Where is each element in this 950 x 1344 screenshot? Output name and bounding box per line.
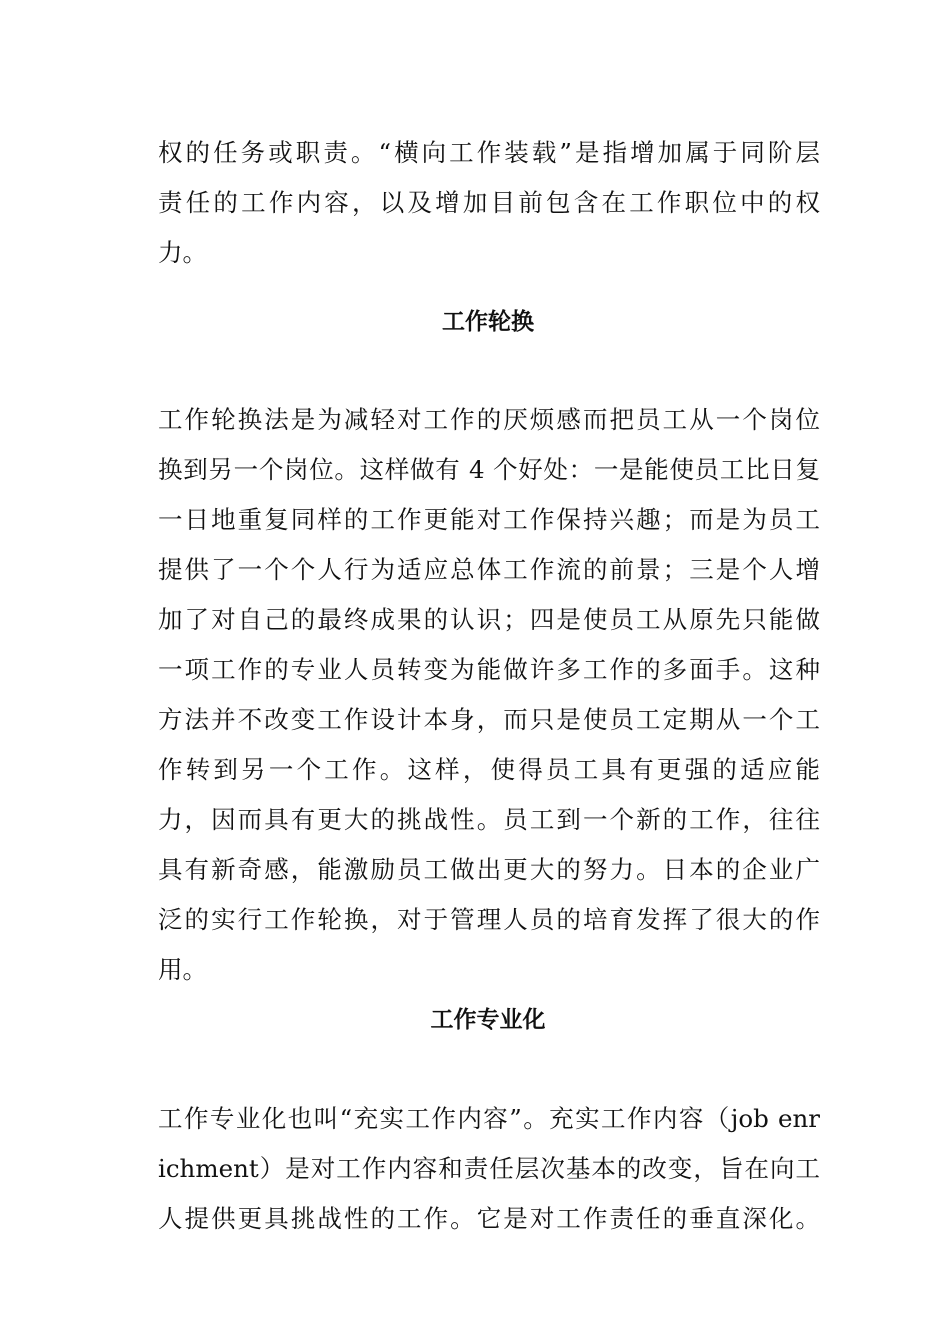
paragraph-line: 方法并不改变工作设计本身，而只是使员工定期从一个工 <box>158 705 820 734</box>
paragraph-line: 一日地重复同样的工作更能对工作保持兴趣；而是为员工 <box>158 505 820 534</box>
paragraph-line: 责任的工作内容，以及增加目前包含在工作职位中的权 <box>158 188 820 217</box>
paragraph-line: 作转到另一个工作。这样，使得员工具有更强的适应能 <box>158 755 820 784</box>
paragraph-line: 用。 <box>158 955 207 984</box>
paragraph-line: 一项工作的专业人员转变为能做许多工作的多面手。这种 <box>158 655 820 684</box>
paragraph-line: 换到另一个岗位。这样做有 4 个好处：一是能使员工比日复 <box>158 455 820 484</box>
paragraph-line: 泛的实行工作轮换，对于管理人员的培育发挥了很大的作 <box>158 905 820 934</box>
paragraph-line: 提供了一个个人行为适应总体工作流的前景；三是个人增 <box>158 555 820 584</box>
paragraph-line: 力。 <box>158 238 207 267</box>
section-heading-job-specialization: 工作专业化 <box>430 1006 546 1033</box>
paragraph-line: 工作专业化也叫“充实工作内容”。充实工作内容（job enr <box>158 1104 820 1133</box>
section-heading-job-rotation: 工作轮换 <box>442 308 534 335</box>
paragraph-line: 力，因而具有更大的挑战性。员工到一个新的工作，往往 <box>158 805 820 834</box>
paragraph-line: 权的任务或职责。“横向工作装载”是指增加属于同阶层 <box>158 138 820 167</box>
paragraph-line: 加了对自己的最终成果的认识；四是使员工从原先只能做 <box>158 605 820 634</box>
paragraph-line: 人提供更具挑战性的工作。它是对工作责任的垂直深化。 <box>158 1204 820 1233</box>
paragraph-line: ichment）是对工作内容和责任层次基本的改变，旨在向工 <box>158 1154 820 1183</box>
paragraph-line: 工作轮换法是为减轻对工作的厌烦感而把员工从一个岗位 <box>158 405 820 434</box>
paragraph-line: 具有新奇感，能激励员工做出更大的努力。日本的企业广 <box>158 855 820 884</box>
